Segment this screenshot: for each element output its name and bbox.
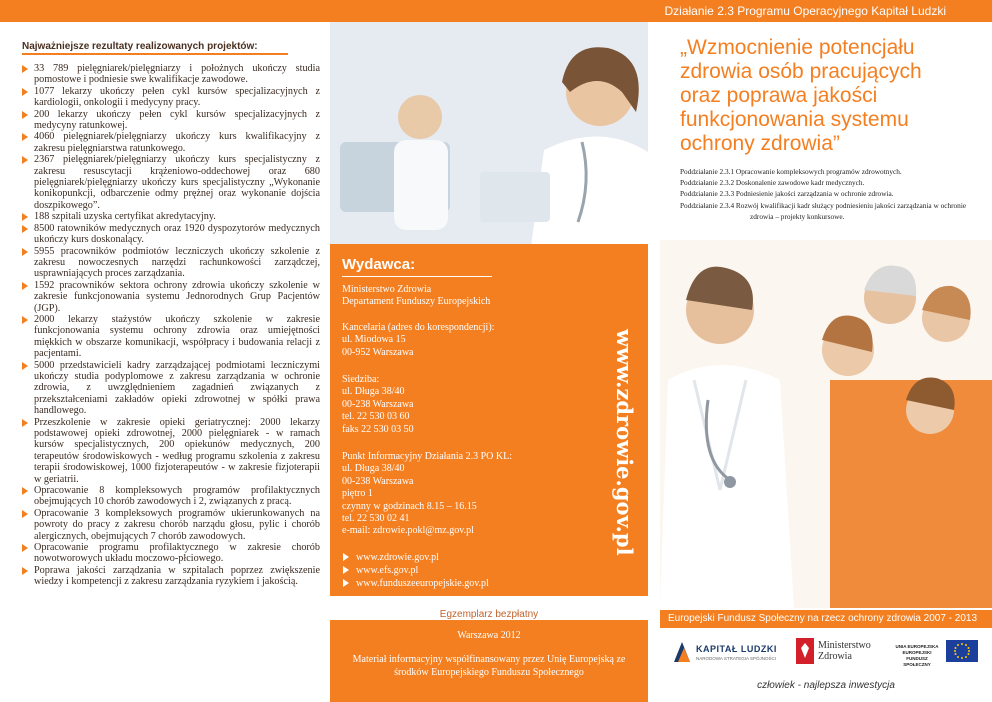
subaction-item: Poddziałanie 2.3.4 Rozwój kwalifikacji kadr służący podniesieniu jakości zarządzania w ochronie zdrowia – projekty konkursowe. — [680, 200, 967, 221]
kapital-ludzki-logo: KAPITAŁ LUDZKI NARODOWA STRATEGIA SPÓJNOŚCI — [670, 638, 780, 668]
efs-bar — [660, 610, 992, 628]
cofinance-note: Materiał informacyjny współfinansowany przez Unię Europejską ze środków Europejskiego Funduszu Społecznego — [352, 654, 626, 678]
results-item: Poprawa jakości zarządzania w szpitalach poprzez zwiększenie wiedzy i kompetencji z zakresu zarządzania ryzykiem i jakością. — [22, 565, 320, 588]
results-item: 188 szpitali uzyska certyfikat akredytacyjny. — [22, 211, 320, 222]
triangle-bullet-icon — [22, 282, 28, 290]
family-doctor-photo — [660, 240, 992, 608]
eu-logo: UNIA EUROPEJSKA EUROPEJSKI FUNDUSZ SPOŁECZNY — [892, 640, 978, 668]
info-point-address: Punkt Informacyjny Działania 2.3 PO KL: ul. Długa 38/40 00-238 Warszawa piętro 1 czynny w godzinach 8.15 – 16.15 tel. 22 530 02 41 e-mail: zdrowie.pokl@mz.gov.pl — [342, 451, 512, 537]
results-item: 2000 lekarzy stażystów ukończy szkolenie w zakresie funkcjonowania systemu ochrony zdrowia oraz umiejętności miękkich w obszarze komunikacji, współpracy i budowania relacji z pacjentami. — [22, 314, 320, 360]
top-bar — [0, 0, 992, 22]
triangle-bullet-icon — [22, 362, 28, 370]
triangle-bullet-icon — [22, 567, 28, 575]
seat-address: Siedziba: ul. Długa 38/40 00-238 Warszawa tel. 22 530 03 60 faks 22 530 03 50 — [342, 374, 414, 435]
triangle-bullet-icon — [22, 225, 28, 233]
ministry-logo: Ministerstwo Zdrowia — [796, 638, 886, 668]
doctor-nurse-photo — [330, 22, 648, 254]
free-copy-label: Egzemplarz bezpłatny — [439, 609, 539, 620]
triangle-bullet-icon — [22, 213, 28, 221]
website-vertical: www.zdrowie.gov.pl — [612, 329, 637, 556]
program-title: Działanie 2.3 Programu Operacyjnego Kapitał Ludzki — [664, 4, 946, 18]
results-item: 8500 ratowników medycznych oraz 1920 dyspozytorów medycznych ukończy kurs doskonalący. — [22, 223, 320, 246]
logos-row — [670, 636, 980, 672]
results-item: 200 lekarzy ukończy pełen cykl kursów specjalizacyjnych z medycyny ratunkowej. — [22, 109, 320, 132]
eu-flag-icon — [946, 640, 978, 662]
link-efs[interactable]: www.efs.gov.pl — [342, 564, 489, 577]
triangle-bullet-icon — [22, 248, 28, 256]
triangle-bullet-icon — [22, 111, 28, 119]
doctor-family-illustration — [660, 240, 992, 608]
results-list — [22, 63, 320, 588]
chancellery-address: Kancelaria (adres do korespondencji): ul. Miodowa 15 00-952 Warszawa — [342, 322, 495, 358]
triangle-bullet-icon — [22, 65, 28, 73]
results-heading: Najważniejsze rezultaty realizowanych projektów: — [22, 41, 288, 55]
triangle-bullet-icon — [22, 133, 28, 141]
triangle-bullet-icon — [22, 419, 28, 427]
triangle-bullet-icon — [22, 88, 28, 96]
subactions-list — [680, 166, 970, 222]
results-panel — [22, 36, 320, 588]
publisher-heading: Wydawca: — [342, 256, 416, 273]
triangle-bullet-icon — [343, 579, 349, 587]
results-item: Opracowanie programu profilaktycznego w zakresie chorób nowotworowych układu moczowo-płciowego. — [22, 542, 320, 565]
cover-title: „Wzmocnienie potencjału zdrowia osób pracujących oraz poprawa jakości funkcjonowania systemu ochrony zdrowia” — [680, 36, 922, 155]
results-item: 33 789 pielęgniarek/pielęgniarzy i położnych ukończy studia pomostowe i podniesie swe kwalifikacje zawodowe. — [22, 63, 320, 86]
results-item: 1592 pracowników sektora ochrony zdrowia ukończy szkolenie w zakresie funkcjonowania systemu Jednorodnych Grup Pacjentów (JGP). — [22, 280, 320, 314]
email-link[interactable]: e-mail: zdrowie.pokl@mz.gov.pl — [342, 525, 474, 537]
eagle-emblem-icon — [796, 638, 814, 664]
results-item: Opracowanie 3 kompleksowych programów ukierunkowanych na powroty do pracy z zakresu chorób narządu głosu, pylic i chorób alergicznych, obejmujących 7 chorób zawodowych. — [22, 508, 320, 542]
results-item: Opracowanie 8 kompleksowych programów profilaktycznych obejmujących 10 chorób zawodowych i 2, związanych z pracą. — [22, 485, 320, 508]
subaction-item: Poddziałanie 2.3.3 Podniesienie jakości zarządzania w ochronie zdrowia. — [680, 189, 894, 199]
triangle-bullet-icon — [22, 316, 28, 324]
efs-bar-text: Europejski Fundusz Społeczny na rzecz ochrony zdrowia 2007 - 2013 — [668, 613, 978, 624]
results-item: 1077 lekarzy ukończy pełen cykl kursów specjalizacyjnych z kardiologii, onkologii i medycyny pracy. — [22, 86, 320, 109]
medical-staff-illustration — [330, 22, 648, 254]
publisher-panel — [330, 244, 648, 596]
results-item: 2367 pielęgniarek/pielęgniarzy ukończy kurs specjalistyczny z zakresu resuscytacji krążeniowo-oddechowej oraz 680 pielęgniarek/pielęgniarzy ukończy kurs specjalistyczny „Wykonanie konikopunkcji, odbarczenie odmy prężnej oraz wykonanie dojścia doszpikowego”. — [22, 154, 320, 211]
results-item: 4060 pielęgniarek/pielęgniarzy ukończy kurs kwalifikacyjny z zakresu pielęgniarstwa ratunkowego. — [22, 131, 320, 154]
subaction-item: Poddziałanie 2.3.1 Opracowanie kompleksowych programów zdrowotnych. — [680, 167, 902, 176]
triangle-bullet-icon — [22, 510, 28, 518]
heading-divider — [342, 276, 492, 277]
triangle-bullet-icon — [22, 156, 28, 164]
subaction-item: Poddziałanie 2.3.2 Doskonalenie zawodowe kadr medycznych. — [680, 178, 865, 188]
link-fundusze[interactable]: www.funduszeeuropejskie.gov.pl — [342, 577, 489, 590]
publisher-org: Ministerstwo Zdrowia Departament Funduszy Europejskich — [342, 284, 491, 308]
slogan: człowiek - najlepsza inwestycja — [757, 680, 895, 691]
triangle-bullet-icon — [22, 487, 28, 495]
triangle-bullet-icon — [22, 544, 28, 552]
results-item: 5000 przedstawicieli kadry zarządzającej podmiotami leczniczymi ukończy studia podyplomowe z zakresu zarządzania w ochronie zdrowia, z uwzględnieniem zagadnień związanych z przekształceniami zakładów opieki zdrowotnej w spółki prawa handlowego. — [22, 360, 320, 417]
triangle-bullet-icon — [343, 553, 349, 561]
triangle-bullet-icon — [343, 566, 349, 574]
cofinance-panel — [330, 620, 648, 702]
results-item: Przeszkolenie w zakresie opieki geriatrycznej: 2000 lekarzy podstawowej opieki zdrowotnej, 2000 pielęgniarek - w ramach kursów specjalistycznych, 200 opiekunów medycznych, 200 terapeutów środowiskowych - według programu szkolenia z zakresu terapii środowiskowej, 1000 fizjoterapeutów - w zakresie fizjoterapii w geriatrii. — [22, 417, 320, 485]
results-item: 5955 pracowników podmiotów leczniczych ukończy szkolenie z zakresu nowoczesnych narzędzi rachunkowości zarządczej, usprawniających proces zarządzania. — [22, 246, 320, 280]
link-zdrowie[interactable]: www.zdrowie.gov.pl — [342, 551, 489, 564]
kapital-ludzki-icon — [670, 638, 694, 666]
publication-year: Warszawa 2012 — [457, 630, 521, 641]
website-links — [342, 551, 489, 590]
